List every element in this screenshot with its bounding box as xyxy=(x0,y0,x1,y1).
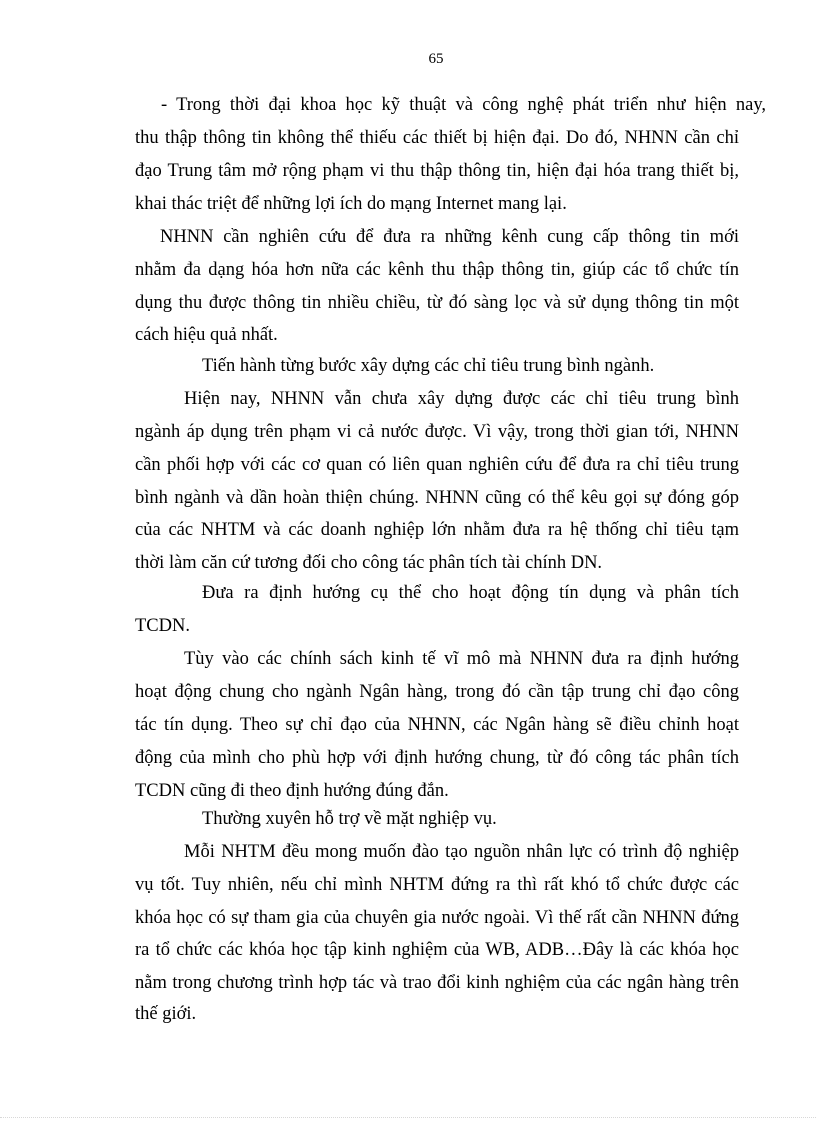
text-line: động của mình cho phù hợp với định hướng chung, từ đó công tác phân tích xyxy=(135,748,739,768)
text-line: dụng thu được thông tin nhiều chiều, từ đó sàng lọc và sử dụng thông tin một xyxy=(135,293,739,313)
text-line: khai thác triệt để những lợi ích do mạng Internet mang lại. xyxy=(135,194,567,214)
text-line: Hiện nay, NHNN vẫn chưa xây dựng được các chỉ tiêu trung bình xyxy=(184,389,739,409)
text-line: đạo Trung tâm mở rộng phạm vi thu thập thông tin, hiện đại hóa trang thiết bị, xyxy=(135,161,739,181)
text-line: thế giới. xyxy=(135,1004,197,1024)
text-line: bình ngành và dần hoàn thiện chúng. NHNN cũng có thể kêu gọi sự đóng góp xyxy=(135,488,739,508)
section-heading: Đưa ra định hướng cụ thể cho hoạt động tín dụng và phân tích xyxy=(202,583,739,603)
text-line: thời làm căn cứ tương đối cho công tác phân tích tài chính DN. xyxy=(135,553,603,573)
text-line: khóa học có sự tham gia của chuyên gia nước ngoài. Vì thế rất cần NHNN đứng xyxy=(135,908,739,928)
text-line: Tùy vào các chính sách kinh tế vĩ mô mà NHNN đưa ra định hướng xyxy=(184,649,739,669)
text-line: thu thập thông tin không thể thiếu các thiết bị hiện đại. Do đó, NHNN cần chỉ xyxy=(135,128,739,148)
text-line: NHNN cần nghiên cứu để đưa ra những kênh cung cấp thông tin mới xyxy=(160,227,739,247)
text-line: nằm trong chương trình hợp tác và trao đổi kinh nghiệm của các ngân hàng trên xyxy=(135,973,739,993)
text-line: nhằm đa dạng hóa hơn nữa các kênh thu thập thông tin, giúp các tổ chức tín xyxy=(135,260,739,280)
section-heading: Tiến hành từng bước xây dựng các chỉ tiêu trung bình ngành. xyxy=(202,356,655,376)
page-bottom-rule xyxy=(0,1117,816,1118)
text-line: ngành áp dụng trên phạm vi cả nước được. Vì vậy, trong thời gian tới, NHNN xyxy=(135,422,739,442)
text-line: cách hiệu quả nhất. xyxy=(135,325,278,345)
text-line: TCDN cũng đi theo định hướng đúng đắn. xyxy=(135,781,449,801)
text-line: tác tín dụng. Theo sự chỉ đạo của NHNN, các Ngân hàng sẽ điều chỉnh hoạt xyxy=(135,715,739,735)
page-number: 65 xyxy=(428,51,444,67)
section-heading: Thường xuyên hỗ trợ về mặt nghiệp vụ. xyxy=(202,809,497,829)
text-line: - Trong thời đại khoa học kỹ thuật và công nghệ phát triển như hiện nay, xyxy=(161,95,766,115)
text-line: Mỗi NHTM đều mong muốn đào tạo nguồn nhân lực có trình độ nghiệp xyxy=(184,842,739,862)
text-line: ra tổ chức các khóa học tập kinh nghiệm của WB, ADB…Đây là các khóa học xyxy=(135,940,739,960)
section-heading-continued: TCDN. xyxy=(135,616,190,636)
text-line: cần phối hợp với các cơ quan có liên quan nghiên cứu để đưa ra chỉ tiêu trung xyxy=(135,455,739,475)
text-line: hoạt động chung cho ngành Ngân hàng, trong đó cần tập trung chỉ đạo công xyxy=(135,682,739,702)
text-line: vụ tốt. Tuy nhiên, nếu chỉ mình NHTM đứng ra thì rất khó tổ chức được các xyxy=(135,875,739,895)
text-line: của các NHTM và các doanh nghiệp lớn nhằm đưa ra hệ thống chỉ tiêu tạm xyxy=(135,520,739,540)
